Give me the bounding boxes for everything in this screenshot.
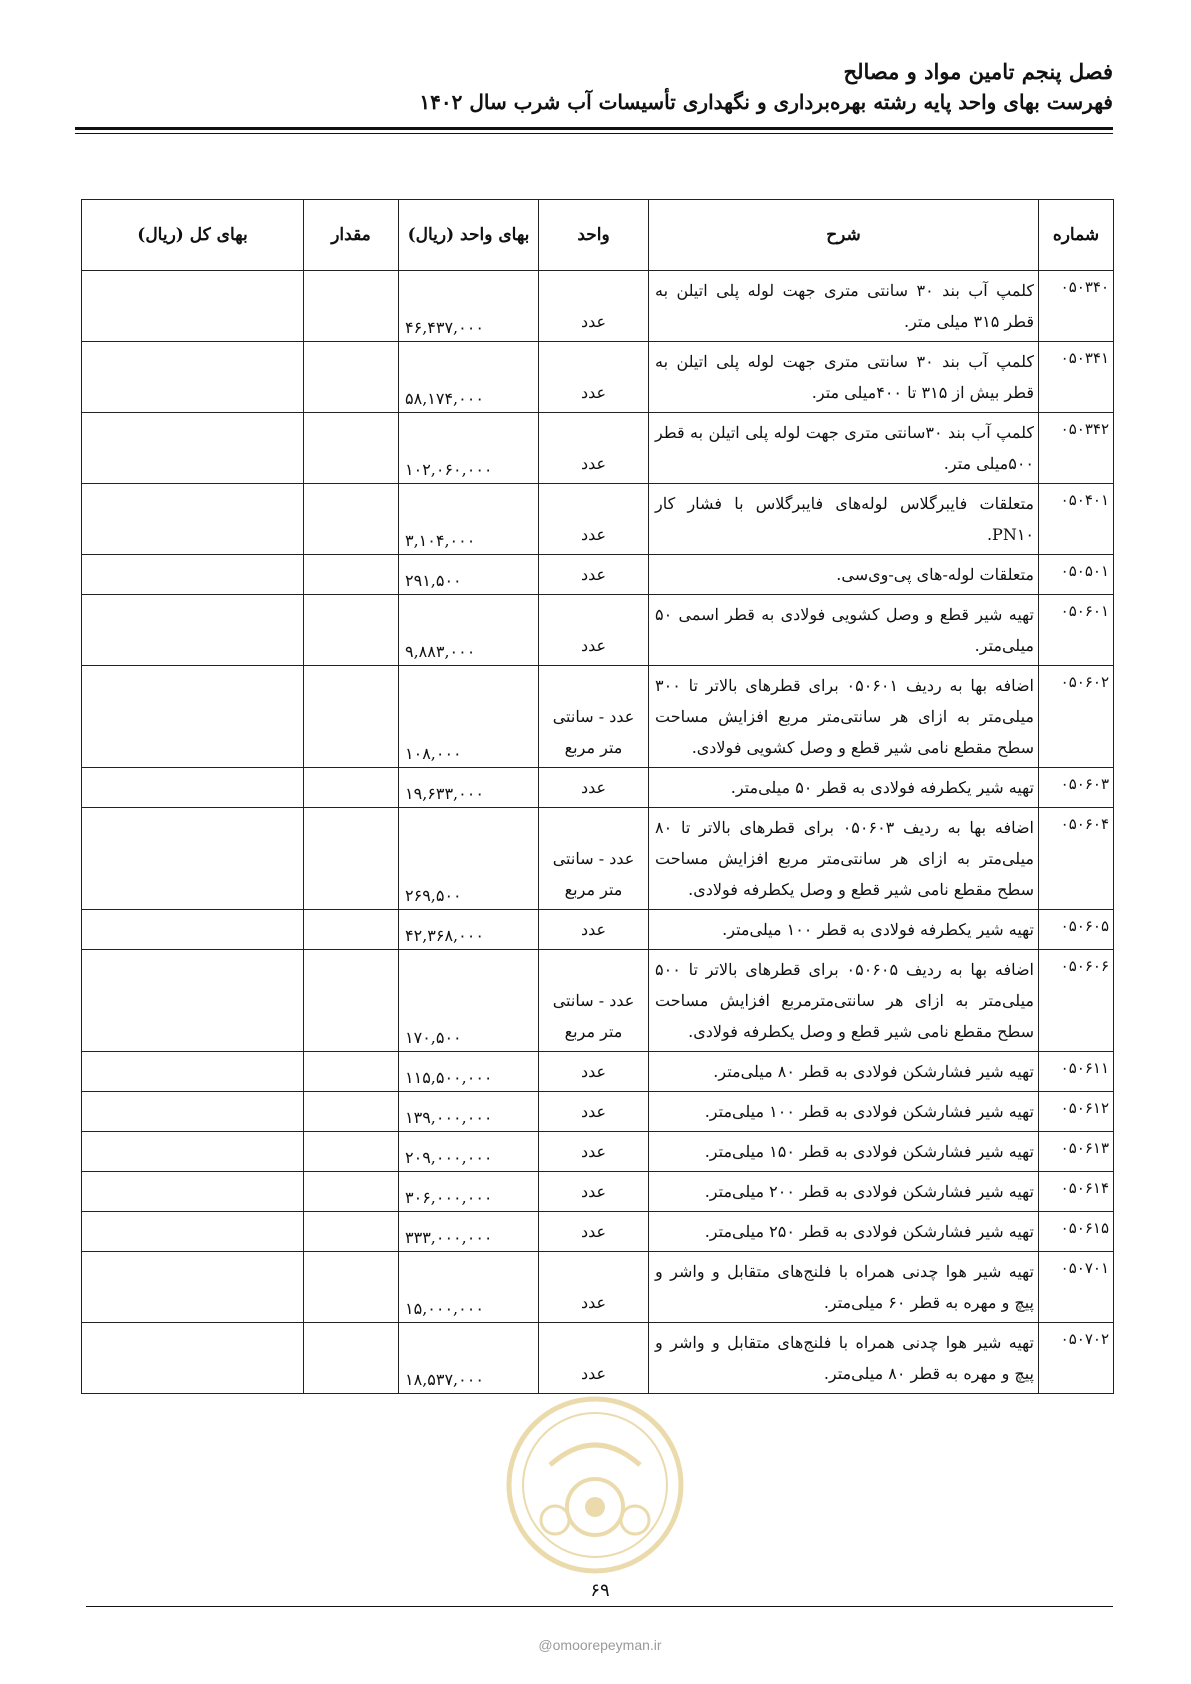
cell-code: ۰۵۰۴۰۱ [1039,484,1114,555]
cell-total [82,1323,304,1394]
table-row [82,1323,1114,1394]
cell-desc: متعلقات فایبرگلاس لوله‌های فایبرگلاس با فشار کار PN۱۰. [649,484,1039,555]
cell-price: ۲۰۹,۰۰۰,۰۰۰ [399,1132,539,1172]
table-row [82,342,1114,413]
cell-desc: متعلقات لوله-های پی-وی‌سی. [649,555,1039,595]
cell-qty [304,595,399,666]
cell-price: ۳۳۳,۰۰۰,۰۰۰ [399,1212,539,1252]
footer-rule [86,1606,1113,1607]
col-header-price: بهای واحد (ریال) [399,200,539,271]
table-row [82,1052,1114,1092]
cell-total [82,666,304,768]
cell-unit: عدد [539,271,649,342]
col-header-qty: مقدار [304,200,399,271]
cell-unit: عدد - سانتی متر مربع [539,950,649,1052]
cell-qty [304,1212,399,1252]
cell-unit: عدد [539,342,649,413]
col-header-desc: شرح [649,200,1039,271]
cell-code: ۰۵۰۶۰۱ [1039,595,1114,666]
cell-total [82,271,304,342]
table-row [82,768,1114,808]
cell-desc: کلمپ آب بند ۳۰ سانتی متری جهت لوله پلی اتیلن به قطر ۳۱۵ میلی متر. [649,271,1039,342]
cell-price: ۱۸,۵۳۷,۰۰۰ [399,1323,539,1394]
cell-code: ۰۵۰۶۰۴ [1039,808,1114,910]
table-row [82,1212,1114,1252]
cell-unit: عدد - سانتی متر مربع [539,808,649,910]
cell-qty [304,555,399,595]
cell-price: ۵۸,۱۷۴,۰۰۰ [399,342,539,413]
cell-total [82,768,304,808]
header-rule-thin [75,133,1113,134]
cell-desc: کلمپ آب بند ۳۰ سانتی متری جهت لوله پلی اتیلن به قطر بیش از ۳۱۵ تا ۴۰۰میلی متر. [649,342,1039,413]
cell-code: ۰۵۰۶۰۳ [1039,768,1114,808]
cell-desc: تهیه شیر فشارشکن فولادی به قطر ۱۵۰ میلی‌متر. [649,1132,1039,1172]
table-row [82,413,1114,484]
cell-desc: اضافه بها به ردیف ۰۵۰۶۰۱ برای قطرهای بالاتر تا ۳۰۰ میلی‌متر به ازای هر سانتی‌متر مربع افزایش مساحت سطح مقطع نامی شیر قطع و وصل کشویی فولادی. [649,666,1039,768]
cell-total [82,808,304,910]
cell-desc: تهیه شیر فشارشکن فولادی به قطر ۲۰۰ میلی‌متر. [649,1172,1039,1212]
cell-qty [304,484,399,555]
cell-qty [304,768,399,808]
cell-price: ۹,۸۸۳,۰۰۰ [399,595,539,666]
cell-desc: تهیه شیر قطع و وصل کشویی فولادی به قطر اسمی ۵۰ میلی‌متر. [649,595,1039,666]
cell-unit: عدد - سانتی متر مربع [539,666,649,768]
cell-unit: عدد [539,1323,649,1394]
cell-qty [304,271,399,342]
table-row [82,666,1114,768]
cell-code: ۰۵۰۳۴۱ [1039,342,1114,413]
cell-price: ۱۷۰,۵۰۰ [399,950,539,1052]
seal-watermark [505,1395,685,1575]
cell-total [82,342,304,413]
cell-total [82,1212,304,1252]
cell-qty [304,910,399,950]
cell-code: ۰۵۰۶۱۱ [1039,1052,1114,1092]
cell-code: ۰۵۰۶۰۶ [1039,950,1114,1052]
cell-total [82,1092,304,1132]
cell-total [82,950,304,1052]
cell-qty [304,1052,399,1092]
cell-price: ۱۵,۰۰۰,۰۰۰ [399,1252,539,1323]
cell-total [82,413,304,484]
cell-unit: عدد [539,1052,649,1092]
cell-code: ۰۵۰۶۰۵ [1039,910,1114,950]
table-row [82,595,1114,666]
cell-total [82,555,304,595]
cell-code: ۰۵۰۶۱۴ [1039,1172,1114,1212]
header-rule-thick [75,127,1113,130]
cell-unit: عدد [539,413,649,484]
cell-qty [304,1172,399,1212]
site-watermark: @omoorepeyman.ir [538,1637,662,1653]
cell-unit: عدد [539,1212,649,1252]
cell-qty [304,342,399,413]
cell-total [82,1132,304,1172]
col-header-code: شماره [1039,200,1114,271]
cell-code: ۰۵۰۷۰۲ [1039,1323,1114,1394]
cell-code: ۰۵۰۷۰۱ [1039,1252,1114,1323]
cell-desc: تهیه شیر فشارشکن فولادی به قطر ۸۰ میلی‌متر. [649,1052,1039,1092]
page-number: ۶۹ [590,1580,610,1601]
cell-total [82,595,304,666]
cell-desc: تهیه شیر فشارشکن فولادی به قطر ۱۰۰ میلی‌متر. [649,1092,1039,1132]
cell-price: ۲۶۹,۵۰۰ [399,808,539,910]
cell-price: ۱۳۹,۰۰۰,۰۰۰ [399,1092,539,1132]
cell-unit: عدد [539,910,649,950]
cell-price: ۴۲,۳۶۸,۰۰۰ [399,910,539,950]
cell-qty [304,1252,399,1323]
cell-unit: عدد [539,1172,649,1212]
table-row [82,1172,1114,1212]
cell-desc: تهیه شیر یکطرفه فولادی به قطر ۵۰ میلی‌متر. [649,768,1039,808]
cell-desc: کلمپ آب بند ۳۰سانتی متری جهت لوله پلی اتیلن به قطر ۵۰۰میلی متر. [649,413,1039,484]
cell-desc: تهیه شیر فشارشکن فولادی به قطر ۲۵۰ میلی‌متر. [649,1212,1039,1252]
cell-price: ۱۱۵,۵۰۰,۰۰۰ [399,1052,539,1092]
cell-total [82,484,304,555]
cell-qty [304,1323,399,1394]
cell-price: ۳,۱۰۴,۰۰۰ [399,484,539,555]
cell-total [82,1172,304,1212]
cell-total [82,1252,304,1323]
cell-code: ۰۵۰۵۰۱ [1039,555,1114,595]
cell-desc: تهیه شیر هوا چدنی همراه با فلنج‌های متقابل و واشر و پیچ و مهره به قطر ۶۰ میلی‌متر. [649,1252,1039,1323]
cell-qty [304,1132,399,1172]
cell-desc: اضافه بها به ردیف ۰۵۰۶۰۳ برای قطرهای بالاتر تا ۸۰ میلی‌متر به ازای هر سانتی‌متر مربع افزایش مساحت سطح مقطع نامی شیر قطع و وصل یکطرفه فولادی. [649,808,1039,910]
cell-unit: عدد [539,595,649,666]
cell-qty [304,808,399,910]
cell-qty [304,1092,399,1132]
cell-price: ۳۰۶,۰۰۰,۰۰۰ [399,1172,539,1212]
table-row [82,484,1114,555]
table-row [82,910,1114,950]
cell-code: ۰۵۰۳۴۰ [1039,271,1114,342]
table-row [82,271,1114,342]
col-header-total: بهای کل (ریال) [82,200,304,271]
cell-qty [304,950,399,1052]
cell-unit: عدد [539,1132,649,1172]
cell-price: ۱۰۲,۰۶۰,۰۰۰ [399,413,539,484]
cell-price: ۱۰۸,۰۰۰ [399,666,539,768]
table-row [82,950,1114,1052]
cell-desc: تهیه شیر یکطرفه فولادی به قطر ۱۰۰ میلی‌متر. [649,910,1039,950]
cell-code: ۰۵۰۶۱۵ [1039,1212,1114,1252]
cell-price: ۲۹۱,۵۰۰ [399,555,539,595]
cell-unit: عدد [539,484,649,555]
document-title: فهرست بهای واحد پایه رشته بهره‌برداری و نگهداری تأسیسات آب شرب سال ۱۴۰۲ [419,90,1113,114]
table-row [82,808,1114,910]
cell-unit: عدد [539,1092,649,1132]
cell-desc: تهیه شیر هوا چدنی همراه با فلنج‌های متقابل و واشر و پیچ و مهره به قطر ۸۰ میلی‌متر. [649,1323,1039,1394]
cell-price: ۱۹,۶۳۳,۰۰۰ [399,768,539,808]
table-row [82,1092,1114,1132]
cell-qty [304,666,399,768]
table-row [82,555,1114,595]
cell-unit: عدد [539,555,649,595]
cell-unit: عدد [539,1252,649,1323]
price-list-table [81,199,1114,1394]
cell-qty [304,413,399,484]
cell-desc: اضافه بها به ردیف ۰۵۰۶۰۵ برای قطرهای بالاتر تا ۵۰۰ میلی‌متر به ازای هر سانتی‌مترمربع افزایش مساحت سطح مقطع نامی شیر قطع و وصل یکطرفه فولادی. [649,950,1039,1052]
cell-code: ۰۵۰۶۰۲ [1039,666,1114,768]
chapter-title: فصل پنجم تامین مواد و مصالح [843,59,1113,84]
table-row [82,1252,1114,1323]
cell-code: ۰۵۰۶۱۲ [1039,1092,1114,1132]
table-row [82,1132,1114,1172]
cell-code: ۰۵۰۶۱۳ [1039,1132,1114,1172]
col-header-unit: واحد [539,200,649,271]
cell-price: ۴۶,۴۳۷,۰۰۰ [399,271,539,342]
table-header-row [82,200,1114,271]
cell-unit: عدد [539,768,649,808]
page-header [73,58,1113,116]
cell-code: ۰۵۰۳۴۲ [1039,413,1114,484]
cell-total [82,1052,304,1092]
cell-total [82,910,304,950]
